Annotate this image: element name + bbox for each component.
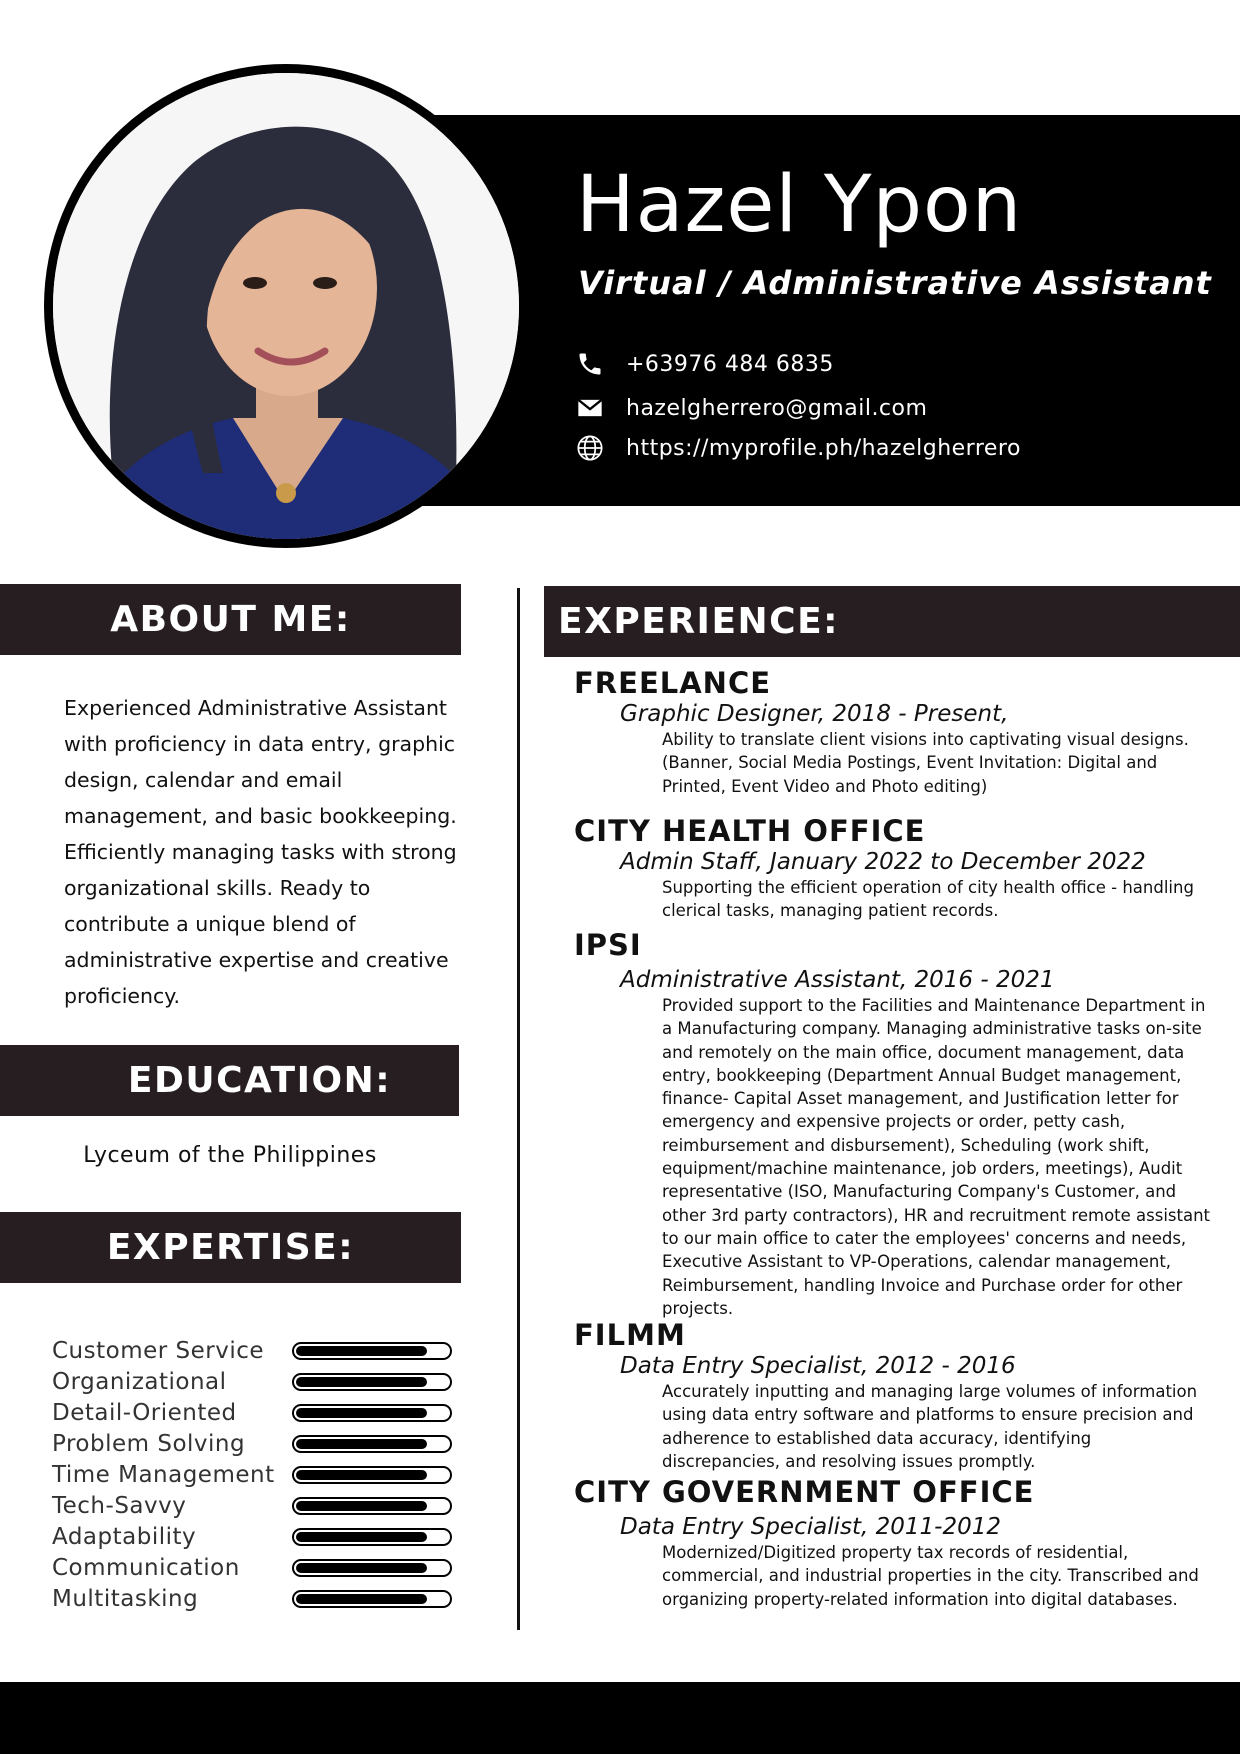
skill-bar xyxy=(292,1342,452,1360)
job-ipsi xyxy=(574,928,1214,1320)
skill-fill xyxy=(296,1439,427,1449)
candidate-name: Hazel Ypon xyxy=(576,160,1023,250)
job-role: Data Entry Specialist, 2011-2012 xyxy=(620,1514,1001,1540)
job-company: CITY GOVERNMENT OFFICE xyxy=(574,1475,1035,1509)
skill-name: Organizational xyxy=(52,1368,227,1395)
education-heading: EDUCATION: xyxy=(0,1045,459,1116)
skill-row xyxy=(52,1428,452,1459)
job-description: Supporting the efficient operation of city health office - handling clerical tasks, managing patient records. xyxy=(662,878,1194,921)
job-city-government-office xyxy=(574,1475,1214,1611)
job-role: Graphic Designer, 2018 - Present, xyxy=(620,701,1009,727)
skill-name: Problem Solving xyxy=(52,1430,246,1457)
skill-bar xyxy=(292,1466,452,1484)
job-role: Data Entry Specialist, 2012 - 2016 xyxy=(620,1353,1016,1379)
job-company: FREELANCE xyxy=(574,666,772,700)
skill-name: Customer Service xyxy=(52,1337,265,1364)
experience-heading: EXPERIENCE: xyxy=(544,586,1240,657)
skill-fill xyxy=(296,1594,427,1604)
job-freelance xyxy=(574,666,1214,798)
skill-bar xyxy=(292,1435,452,1453)
skill-name: Communication xyxy=(52,1554,240,1581)
website-link[interactable]: https://myprofile.ph/hazelgherrero xyxy=(626,435,1021,461)
footer-band xyxy=(0,1682,1240,1754)
job-company: CITY HEALTH OFFICE xyxy=(574,814,926,848)
profile-photo xyxy=(53,73,519,539)
skill-row xyxy=(52,1552,452,1583)
skill-name: Multitasking xyxy=(52,1585,199,1612)
skill-fill xyxy=(296,1532,427,1542)
job-role: Admin Staff, January 2022 to December 2022 xyxy=(620,849,1146,875)
email-link[interactable]: hazelgherrero@gmail.com xyxy=(626,395,928,421)
skill-bar xyxy=(292,1497,452,1515)
skill-fill xyxy=(296,1501,427,1511)
phone-text[interactable]: +63976 484 6835 xyxy=(626,351,834,377)
column-divider xyxy=(517,588,520,1630)
skill-name: Detail-Oriented xyxy=(52,1399,237,1426)
skill-bar xyxy=(292,1404,452,1422)
profile-photo-frame xyxy=(44,64,528,548)
skill-row xyxy=(52,1397,452,1428)
skill-row xyxy=(52,1335,452,1366)
about-text: Experienced Administrative Assistant with proficiency in data entry, graphic design, calendar and email management, and basic bookkeeping. Efficiently managing tasks with strong organizational skills. Ready to contribute a unique blend of administrative expertise and creative proficiency. xyxy=(64,696,457,1008)
skill-fill xyxy=(296,1470,427,1480)
skill-fill xyxy=(296,1377,427,1387)
contact-email xyxy=(576,394,927,422)
skill-bar xyxy=(292,1559,452,1577)
about-heading: ABOUT ME: xyxy=(0,584,461,655)
job-description: Accurately inputting and managing large volumes of information using data entry software and platforms to ensure precision and adherence to established data accuracy, identifying discrepancies, and resolving issues promptly. xyxy=(662,1382,1198,1471)
skill-name: Adaptability xyxy=(52,1523,197,1550)
skill-row xyxy=(52,1583,452,1614)
mail-icon xyxy=(576,394,604,422)
skill-bar xyxy=(292,1590,452,1608)
globe-icon xyxy=(576,434,604,462)
job-company: IPSI xyxy=(574,928,642,962)
job-city-health-office xyxy=(574,814,1214,923)
skill-bar xyxy=(292,1528,452,1546)
skill-row xyxy=(52,1490,452,1521)
skill-bar xyxy=(292,1373,452,1391)
phone-icon xyxy=(576,350,604,378)
job-description: Ability to translate client visions into captivating visual designs. (Banner, Social Media Postings, Event Invitation: Digital and Printed, Event Video and Photo editing) xyxy=(662,730,1189,796)
skill-fill xyxy=(296,1408,427,1418)
skill-row xyxy=(52,1366,452,1397)
skill-row xyxy=(52,1521,452,1552)
skill-name: Tech-Savvy xyxy=(52,1492,187,1519)
job-description: Provided support to the Facilities and Maintenance Department in a Manufacturing company. Managing administrative tasks on-site and remotely on the main office, document management, data entry, bookkeeping (Department Annual Budget management, finance- Capital Asset management, and Justification letter for emergency and expensive projects or order, petty cash, reimbursement and disbursement), Scheduling (work shift, equipment/machine maintenance, job orders, meetings), Audit representative (ISO, Manufacturing Company's Customer, and other 3rd party contractors), HR and recruitment remote assistant to our main office to cater the employees' concerns and needs, Executive Assistant to VP-Operations, calendar management, Reimbursement, handling Invoice and Purchase order for other projects. xyxy=(662,996,1211,1318)
skill-row xyxy=(52,1459,452,1490)
job-filmm xyxy=(574,1318,1214,1473)
skills-list xyxy=(52,1335,452,1614)
job-title: Virtual / Administrative Assistant xyxy=(578,264,1212,302)
contact-website xyxy=(576,434,1021,462)
skill-fill xyxy=(296,1346,427,1356)
job-role: Administrative Assistant, 2016 - 2021 xyxy=(620,967,1055,993)
expertise-heading: EXPERTISE: xyxy=(0,1212,461,1283)
skill-name: Time Management xyxy=(52,1461,275,1488)
contact-phone xyxy=(576,350,834,378)
education-school: Lyceum of the Philippines xyxy=(83,1143,377,1168)
job-description: Modernized/Digitized property tax records of residential, commercial, and industrial properties in the city. Transcribed and organizing property-related information into digital databases. xyxy=(662,1543,1199,1609)
job-company: FILMM xyxy=(574,1318,686,1352)
skill-fill xyxy=(296,1563,427,1573)
